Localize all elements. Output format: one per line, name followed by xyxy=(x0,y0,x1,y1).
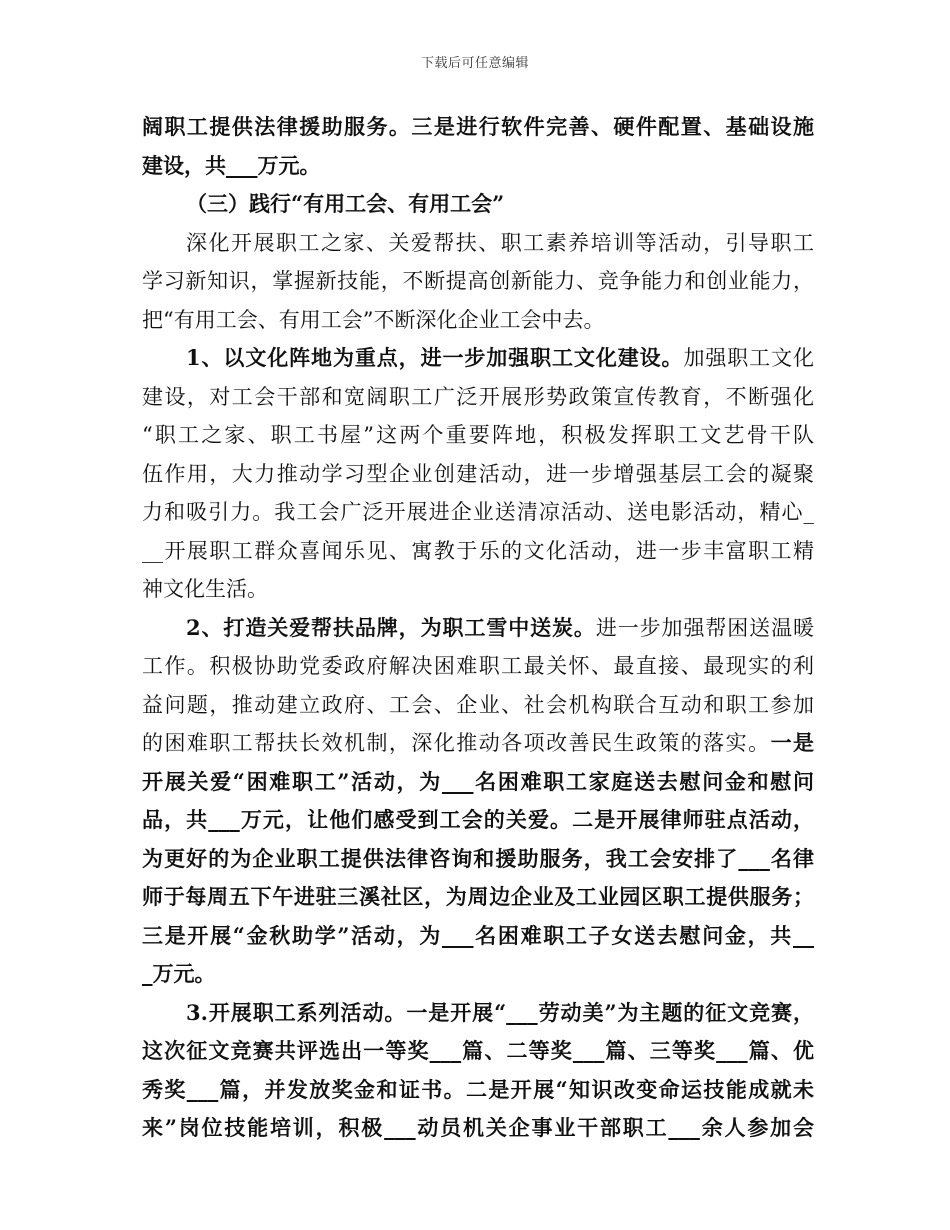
section-heading: （三）践行“有用工会、有用工会” xyxy=(186,191,505,216)
paragraph-line: 秀奖___篇，并发放奖金和证书。二是开展“知识改变命运技能成就未 xyxy=(142,1076,814,1102)
paragraph-line: 伍作用，大力推动学习型企业创建活动，进一步增强基层工会的凝聚 xyxy=(142,461,814,486)
item-text: 加强职工文化 xyxy=(683,346,814,370)
page-header: 下载后可任意编辑 xyxy=(420,56,529,71)
paragraph-line: “职工之家、职工书屋”这两个重要阵地，积极发挥职工文艺骨干队 xyxy=(142,423,814,447)
paragraph-line: 来”岗位技能培训，积极___动员机关企事业干部职工___余人参加会 xyxy=(142,1115,814,1140)
paragraph-line: 品，共___万元，让他们感受到工会的关爱。二是开展律师驻点活动， xyxy=(142,807,814,832)
item-text: 的困难职工帮扶长效机制，深化推动各项改善民生政策的落实。 xyxy=(142,731,771,755)
document-body xyxy=(142,108,814,1148)
paragraph-line xyxy=(142,609,814,648)
paragraph-line xyxy=(142,339,814,378)
paragraph-line: 力和吸引力。我工会广泛开展进企业送清凉活动、送电影活动，精心_ xyxy=(142,500,814,524)
paragraph-line: 这次征文竞赛共评选出一等奖___篇、二等奖___篇、三等奖___篇、优 xyxy=(142,1038,814,1063)
paragraph-line: _万元。 xyxy=(142,961,216,986)
paragraph-line xyxy=(142,724,814,763)
item-text: 进一步加强帮困送温暖 xyxy=(595,615,814,640)
item-heading: 1、以文化阵地为重点，进一步加强职工文化建设。 xyxy=(186,345,684,370)
paragraph-line: 神文化生活。 xyxy=(142,577,268,601)
item-text-bold: 一是 xyxy=(770,730,815,755)
paragraph-line: 深化开展职工之家、关爱帮扶、职工素养培训等活动，引导职工 xyxy=(186,230,814,255)
paragraph-line: 阔职工提供法律援助服务。三是进行软件完善、硬件配置、基础设施 xyxy=(142,114,814,139)
paragraph-line: 建设，对工会干部和宽阔职工广泛开展形势政策宣传教育，不断强化 xyxy=(142,384,814,409)
paragraph-line: 三是开展“金秋助学”活动，为___名困难职工子女送去慰问金，共__ xyxy=(142,922,814,948)
paragraph-line: 益问题，推动建立政府、工会、企业、社会机构联合互动和职工参加 xyxy=(142,692,814,717)
paragraph-line: 师于每周五下午进驻三溪社区，为周边企业及工业园区职工提供服务； xyxy=(142,884,814,909)
item-heading: 2、打造关爱帮扶品牌，为职工雪中送炭。 xyxy=(186,614,596,640)
paragraph-line: __开展职工群众喜闻乐见、寓教于乐的文化活动，进一步丰富职工精 xyxy=(142,538,814,563)
paragraph-line: 把“有用工会、有用工会”不断深化企业工会中去。 xyxy=(142,307,605,332)
paragraph-line: 工作。积极协助党委政府解决困难职工最关怀、最直接、最现实的利 xyxy=(142,654,814,678)
paragraph-line: 开展关爱“困难职工”活动，为___名困难职工家庭送去慰问金和慰问 xyxy=(142,768,814,794)
paragraph-line: 3.开展职工系列活动。一是开展“___劳动美”为主题的征文竞赛， xyxy=(186,999,814,1025)
paragraph-line: 建设，共___万元。 xyxy=(142,152,321,178)
paragraph-line: 为更好的为企业职工提供法律咨询和援助服务，我工会安排了___名律 xyxy=(142,845,814,871)
paragraph-line: 学习新知识，掌握新技能，不断提高创新能力、竞争能力和创业能力， xyxy=(142,269,814,293)
